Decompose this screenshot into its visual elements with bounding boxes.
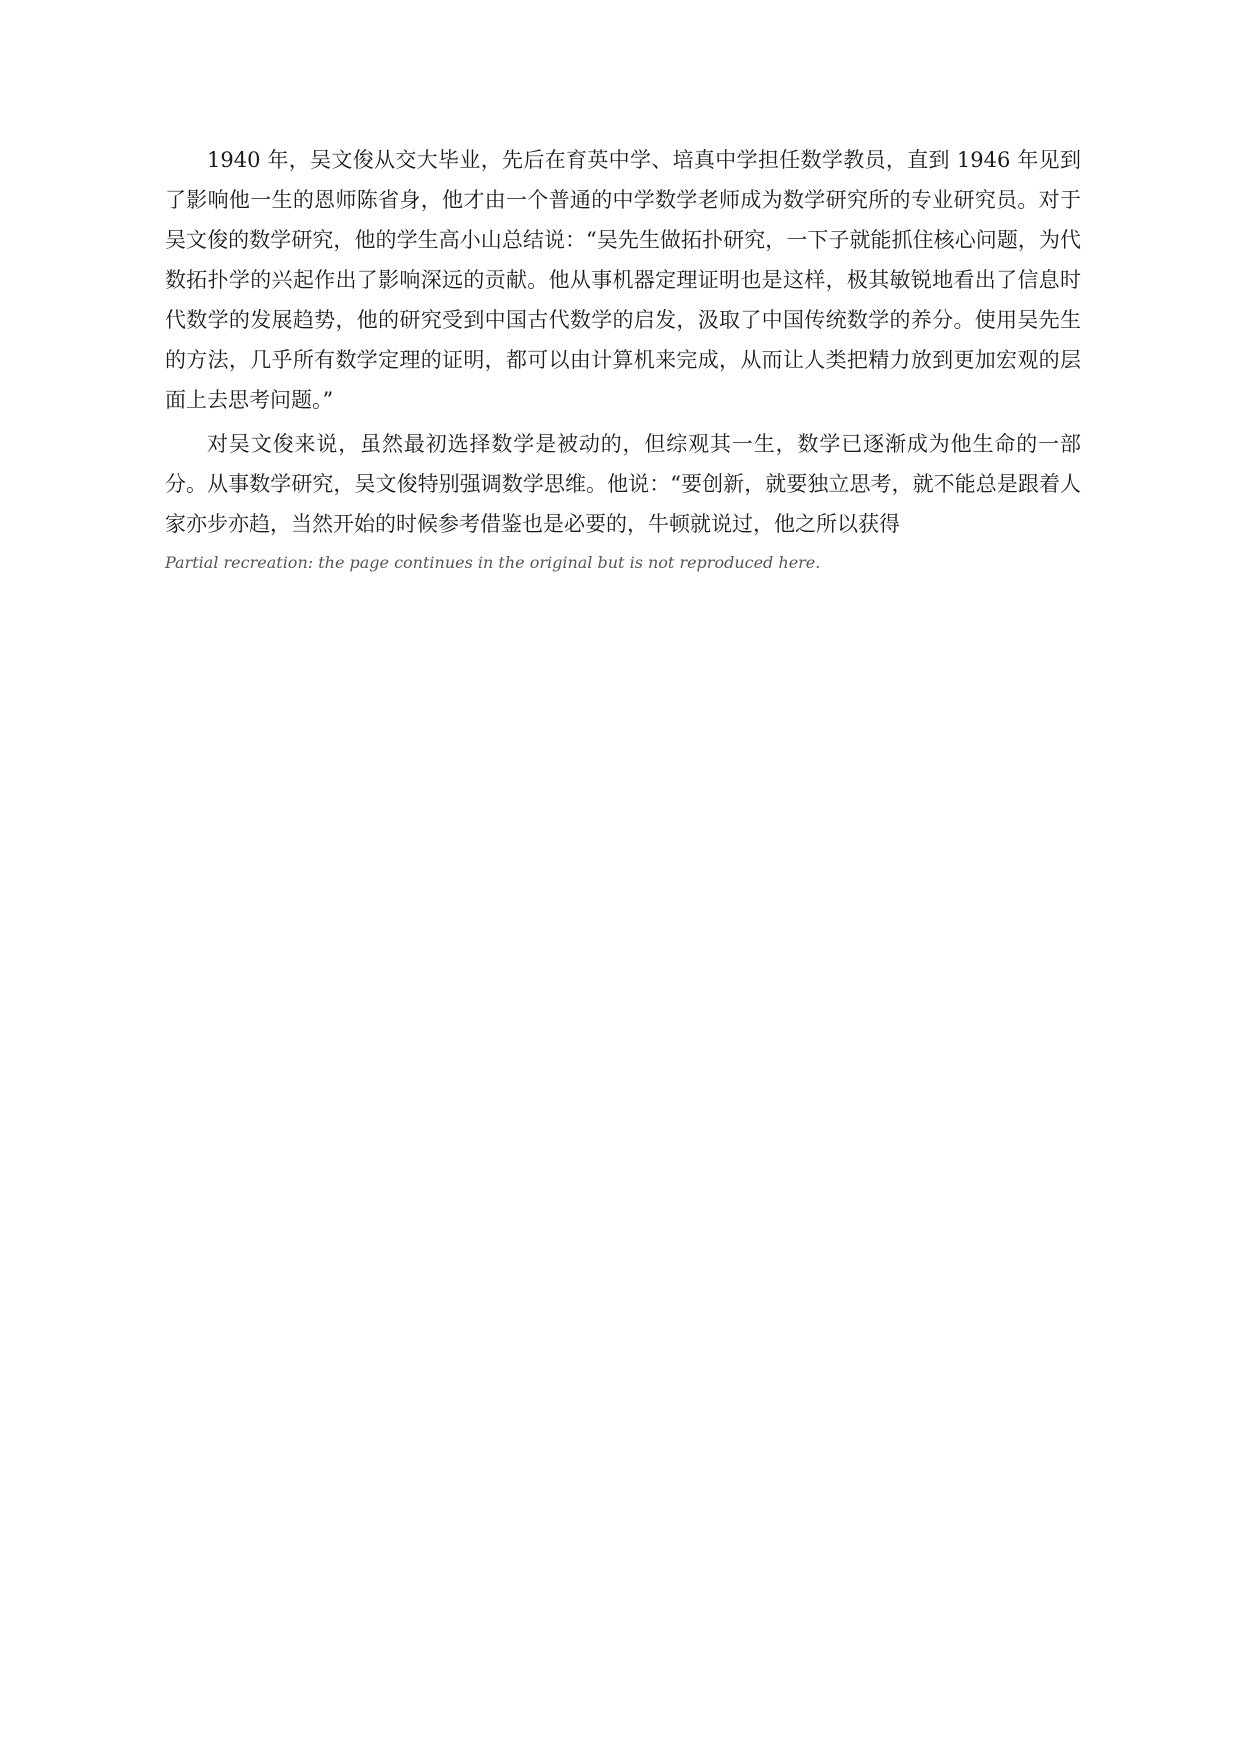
paragraph: 1940 年，吴文俊从交大毕业，先后在育英中学、培真中学担任数学教员，直到 1946 年见到了影响他一生的恩师陈省身，他才由一个普通的中学数学老师成为数学研究所的专业研究员。对于吴文俊的数学研究，他的学生高小山总结说：“吴先生做拓扑研究，一下子就能抓住核心问题，为代数拓扑学的兴起作出了影响深远的贡献。他从事机器定理证明也是这样，极其敏锐地看出了信息时代数学的发展趋势，他的研究受到中国古代数学的启发，汲取了中国传统数学的养分。使用吴先生的方法，几乎所有数学定理的证明，都可以由计算机来完成，从而让人类把精力放到更加宏观的层面上去思考问题。” (165, 148, 1081, 412)
truncation-note: Partial recreation: the page continues in the original but is not reproduced here. (165, 553, 821, 572)
paragraph: 对吴文俊来说，虽然最初选择数学是被动的，但综观其一生，数学已逐渐成为他生命的一部分。从事数学研究，吴文俊特别强调数学思维。他说：“要创新，就要独立思考，就不能总是跟着人家亦步亦趋，当然开始的时候参考借鉴也是必要的，牛顿就说过，他之所以获得 (165, 432, 1081, 536)
